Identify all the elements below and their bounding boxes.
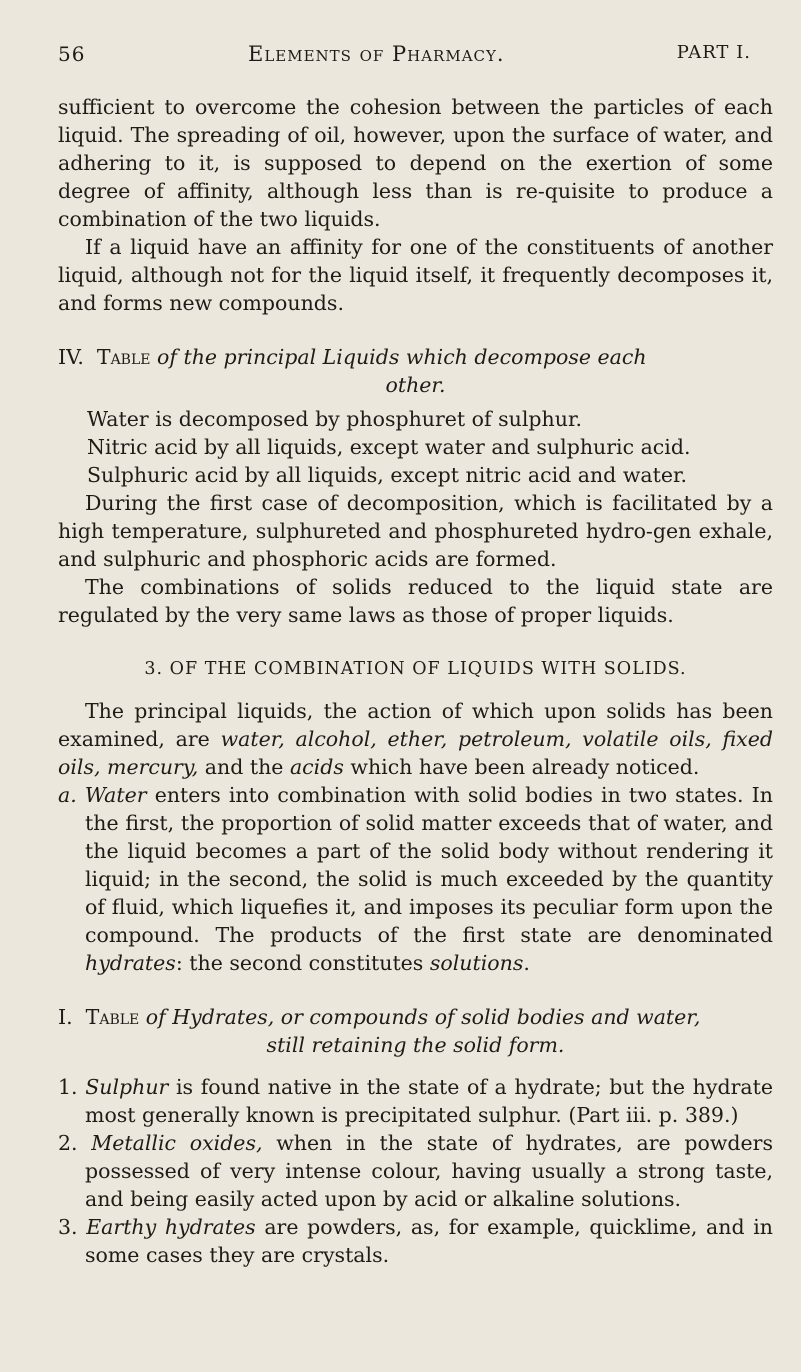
paragraph-affinity: If a liquid have an affinity for one of the constituents of another liquid, although not for the liquid itself, it frequently decomposes it, and forms new compounds. [58,235,773,315]
running-title: Elements of Pharmacy. [248,42,505,66]
table-iv-title-cont: other. [385,373,446,397]
paragraph-decomposition: During the first case of decomposition, which is facilitated by a high temperature, sulphureted and phosphureted hydro-gen exhale, and sulphuric and phosphoric acids are formed. [58,491,773,571]
paragraph-water-states: a. Water enters into combination with solid bodies in two states. In the first, the proportion of solid matter exceeds that of water, and the liquid becomes a part of the solid body without rendering it liquid; in the second, the solid is much exceeded by the quantity of fluid, which liquefies it, and imposes its peculiar form upon the compound. The products of the first state are denominated hydrates: the second constitutes solutions. [58,783,773,975]
section-heading: 3. OF THE COMBINATION OF LIQUIDS WITH SOLIDS. [144,659,687,679]
paragraph-principal-liquids: The principal liquids, the action of which upon solids has been examined, are water, alcohol, ether, petroleum, volatile oils, fixed oils, mercury, and the acids which have been already noticed. [58,699,773,779]
table-iv-item-nitric: Nitric acid by all liquids, except water and sulphuric acid. [87,435,691,459]
paragraph-cohesion: sufficient to overcome the cohesion between the particles of each liquid. The spreading of oil, however, upon the surface of water, and adhering to it, is supposed to depend on the exertion of some degree of affinity, although less than is re-quisite to produce a combination of the two liquids. [58,95,773,231]
paragraph-solids-combination: The combinations of solids reduced to the liquid state are regulated by the very same laws as those of proper liquids. [58,575,773,627]
part-label: PART I. [676,42,751,63]
table-iv-item-sulphuric: Sulphuric acid by all liquids, except nitric acid and water. [87,463,688,487]
page-number: 56 [58,42,86,66]
table-i-title: of Hydrates, or compounds of solid bodies and water, [145,1005,701,1029]
table-i-title-cont: still retaining the solid form. [266,1033,565,1057]
hydrate-item-sulphur: 1. Sulphur is found native in the state of a hydrate; but the hydrate most generally known is precipitated sulphur. (Part iii. p. 389.) [58,1075,773,1127]
table-iv-numeral: IV. [58,345,84,369]
table-i-heading [58,1003,773,1059]
page-body [58,93,773,1269]
hydrate-item-metallic-oxides: 2. Metallic oxides, when in the state of hydrates, are powders possessed of very intense colour, having usually a strong taste, and being easily acted upon by acid or alkaline solutions. [58,1131,773,1211]
table-i-numeral: I. [58,1005,73,1029]
table-iv-item-water: Water is decomposed by phosphuret of sulphur. [87,407,583,431]
running-header [58,42,761,76]
table-i-word: Table [85,1005,140,1029]
table-iv-title: of the principal Liquids which decompose each [157,345,647,369]
table-iv-heading [58,343,773,399]
hydrate-item-earthy: 3. Earthy hydrates are powders, as, for example, quicklime, and in some cases they are crystals. [58,1215,773,1267]
table-iv-word: Table [96,345,151,369]
